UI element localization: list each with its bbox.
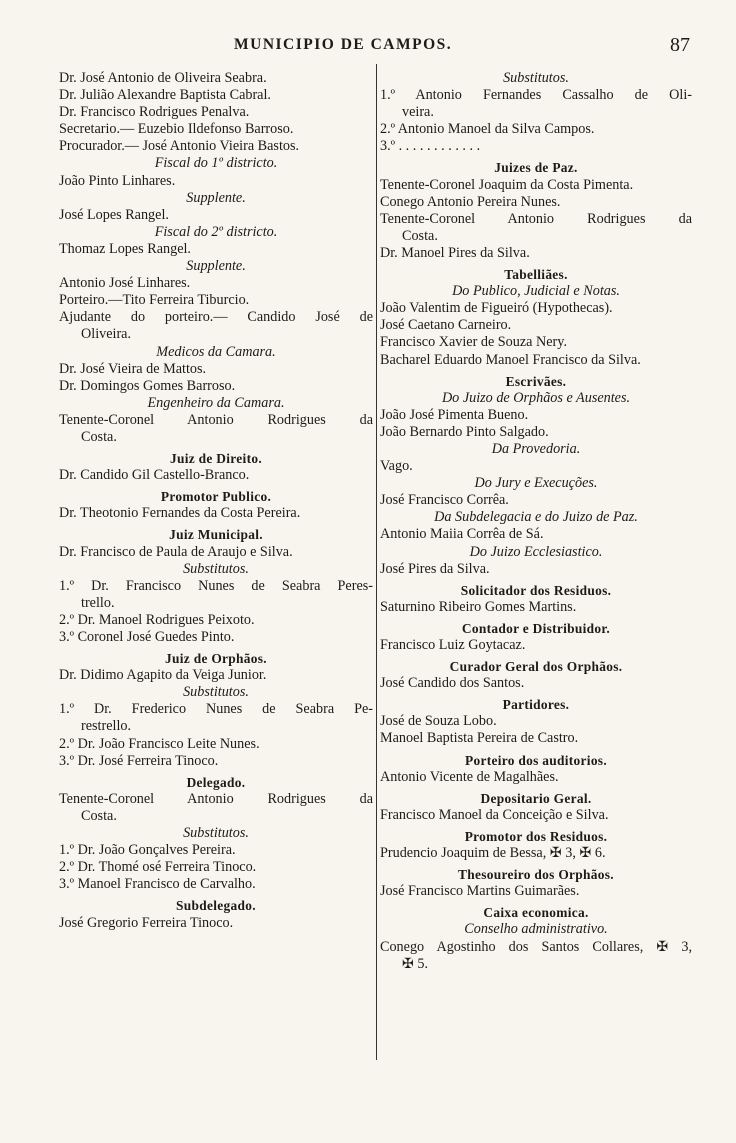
section-heading: Caixa economica.: [483, 905, 589, 921]
text-line: Antonio Maiia Corrêa de Sá.: [380, 526, 544, 543]
text-line: Conego Agostinho dos Santos Collares, ✠ 3,: [380, 938, 692, 955]
text-line: Manoel Baptista Pereira de Castro.: [380, 730, 579, 747]
text-line: Vago.: [380, 458, 413, 475]
section-heading: Contador e Distribuidor.: [461, 620, 611, 636]
text-line: João José Pimenta Bueno.: [380, 406, 529, 423]
subheading: Do Juizo Ecclesiastico.: [469, 543, 603, 560]
text-line: Antonio José Linhares.: [59, 275, 191, 292]
text-line: José Caetano Carneiro.: [380, 317, 512, 334]
text-line: 2.º Dr. Thomé osé Ferreira Tinoco.: [59, 859, 257, 876]
section-heading: Escrivães.: [505, 373, 567, 389]
text-line: José Francisco Corrêa.: [380, 492, 509, 509]
text-line: Dr. Julião Alexandre Baptista Cabral.: [59, 87, 271, 104]
continuation-line: veira.: [402, 104, 434, 121]
section-heading: Curador Geral dos Orphãos.: [449, 659, 623, 675]
section-heading: Porteiro dos auditorios.: [465, 752, 607, 768]
subheading: Medicos da Camara.: [156, 343, 276, 360]
section-heading: Subdelegado.: [176, 898, 256, 914]
subheading: Do Juizo de Orphãos e Ausentes.: [441, 389, 631, 406]
text-line: 2.º Dr. João Francisco Leite Nunes.: [59, 735, 260, 752]
text-line: Tenente-Coronel Antonio Rodrigues da: [59, 790, 373, 807]
section-heading: Tabelliães.: [504, 267, 568, 283]
text-line: José Candido dos Santos.: [380, 675, 525, 692]
subheading: Supplente.: [186, 258, 246, 275]
text-line: José Gregorio Ferreira Tinoco.: [59, 914, 234, 931]
section-heading: Juiz de Direito.: [170, 451, 262, 467]
page-title: MUNICIPIO DE CAMPOS.: [234, 36, 453, 53]
text-line: Porteiro.—Tito Ferreira Tiburcio.: [59, 292, 250, 309]
section-heading: Delegado.: [186, 774, 246, 790]
text-line: José Francisco Martins Guimarães.: [380, 883, 580, 900]
text-line: Francisco Manoel da Conceição e Silva.: [380, 806, 609, 823]
text-line: Saturnino Ribeiro Gomes Martins.: [380, 598, 577, 615]
subheading: Da Provedoria.: [491, 440, 581, 457]
page-header: [0, 32, 736, 58]
text-line: 3.º Dr. José Ferreira Tinoco.: [59, 752, 219, 769]
section-heading: Promotor Publico.: [160, 489, 272, 505]
text-line: João Bernardo Pinto Salgado.: [380, 423, 549, 440]
text-line: 3.º Coronel José Guedes Pinto.: [59, 629, 235, 645]
subheading: Da Subdelegacia e do Juizo de Paz.: [434, 509, 638, 526]
continuation-line: Costa.: [402, 227, 438, 244]
right-column: [380, 70, 692, 973]
text-line: Antonio Vicente de Magalhães.: [380, 768, 559, 785]
section-heading: Solicitador dos Residuos.: [460, 582, 612, 598]
subheading: Do Publico, Judicial e Notas.: [452, 283, 620, 300]
text-line: José Lopes Rangel.: [59, 206, 169, 223]
text-line: 2.º Antonio Manoel da Silva Campos.: [380, 121, 595, 138]
continuation-line: restrello.: [81, 718, 132, 735]
text-line: 1.º Dr. Frederico Nunes de Seabra Pe-: [59, 701, 373, 718]
text-line: Conego Antonio Pereira Nunes.: [380, 193, 561, 210]
text-line: Dr. Didimo Agapito da Veiga Junior.: [59, 667, 267, 684]
section-heading: Juizes de Paz.: [494, 160, 578, 176]
left-column: [59, 70, 373, 932]
text-line: 3.º . . . . . . . . . . . .: [380, 138, 481, 155]
subheading: Supplente.: [186, 189, 246, 206]
continuation-line: trello.: [81, 594, 115, 611]
subheading: Conselho administrativo.: [464, 921, 608, 938]
subheading: Substitutos.: [183, 560, 249, 577]
subheading: Substitutos.: [183, 684, 249, 701]
text-line: Dr. Francisco de Paula de Araujo e Silva.: [59, 543, 293, 560]
text-line: Dr. Francisco Rodrigues Penalva.: [59, 104, 250, 121]
subheading: Fiscal do 2º districto.: [154, 223, 278, 240]
continuation-line: ✠ 5.: [402, 955, 429, 972]
text-line: Procurador.— José Antonio Vieira Bastos.: [59, 138, 300, 155]
subheading: Fiscal do 1º districto.: [154, 155, 278, 172]
text-line: João Valentim de Figueiró (Hypothecas).: [380, 300, 613, 317]
text-line: José Pires da Silva.: [380, 560, 490, 577]
text-line: Tenente-Coronel Antonio Rodrigues da: [59, 411, 373, 428]
text-line: Dr. Manoel Pires da Silva.: [380, 244, 530, 261]
text-line: Francisco Luiz Goytacaz.: [380, 637, 526, 653]
text-line: 2.º Dr. Manoel Rodrigues Peixoto.: [59, 611, 255, 628]
text-line: Dr. Domingos Gomes Barroso.: [59, 377, 236, 394]
section-heading: Thesoureiro dos Orphãos.: [458, 867, 614, 883]
continuation-line: Costa.: [81, 428, 117, 445]
text-line: 3.º Manoel Francisco de Carvalho.: [59, 876, 256, 893]
continuation-line: Oliveira.: [81, 326, 132, 343]
text-line: Prudencio Joaquim de Bessa, ✠ 3, ✠ 6.: [380, 845, 606, 862]
text-line: Francisco Xavier de Souza Nery.: [380, 334, 567, 351]
page-number: 87: [670, 34, 690, 56]
text-line: Thomaz Lopes Rangel.: [59, 240, 191, 257]
section-heading: Juiz Municipal.: [169, 527, 263, 543]
column-divider: [376, 64, 377, 1060]
text-line: Dr. José Vieira de Mattos.: [59, 360, 207, 377]
text-line: José de Souza Lobo.: [380, 713, 497, 730]
text-line: 1.º Dr. Francisco Nunes de Seabra Peres-: [59, 577, 373, 594]
subheading: Substitutos.: [183, 825, 249, 842]
text-line: Dr. José Antonio de Oliveira Seabra.: [59, 70, 267, 86]
subheading: Substitutos.: [503, 70, 569, 86]
text-line: Ajudante do porteiro.— Candido José de: [59, 309, 373, 326]
section-heading: Partidores.: [502, 697, 570, 713]
section-heading: Promotor dos Residuos.: [464, 828, 608, 844]
subheading: Engenheiro da Camara.: [147, 394, 285, 411]
text-line: Dr. Theotonio Fernandes da Costa Pereira.: [59, 505, 301, 522]
text-line: Secretario.— Euzebio Ildefonso Barroso.: [59, 121, 294, 138]
continuation-line: Costa.: [81, 807, 117, 824]
section-heading: Depositario Geral.: [480, 790, 592, 806]
text-line: Bacharel Eduardo Manoel Francisco da Silva.: [380, 351, 641, 368]
text-line: 1.º Dr. João Gonçalves Pereira.: [59, 842, 236, 859]
section-heading: Juiz de Orphãos.: [165, 651, 267, 667]
text-line: João Pinto Linhares.: [59, 172, 176, 189]
text-line: Tenente-Coronel Antonio Rodrigues da: [380, 210, 692, 227]
text-line: Tenente-Coronel Joaquim da Costa Pimenta.: [380, 176, 634, 193]
text-line: 1.º Antonio Fernandes Cassalho de Oli-: [380, 87, 692, 104]
subheading: Do Jury e Execuções.: [474, 475, 598, 492]
text-line: Dr. Candido Gil Castello-Branco.: [59, 467, 250, 484]
